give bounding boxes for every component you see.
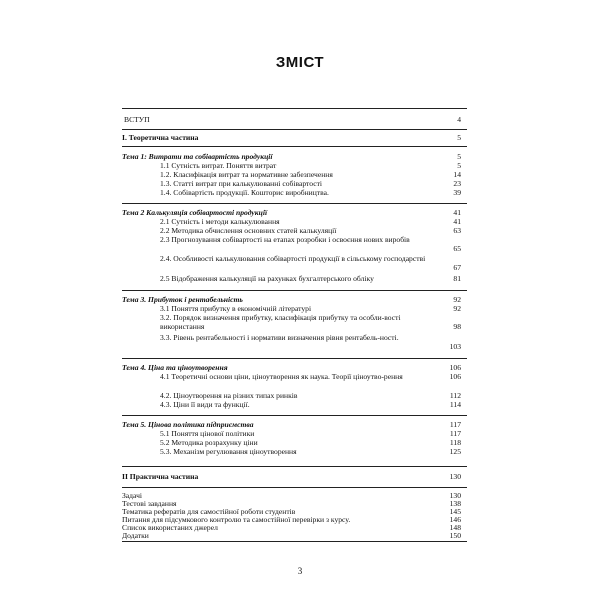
toc-page: 112 [449,391,461,400]
toc-label: 2.2 Методика обчислення основних статей калькуляції [160,226,337,235]
table-of-contents [122,108,467,542]
toc-label: ВСТУП [124,115,150,124]
toc-entry [122,373,467,391]
toc-page: 106 [449,363,461,372]
toc-label: Додатки [122,531,149,540]
toc-label: 2.4. Особливості калькулювання собівартості продукції в сільському господарстві [160,254,426,263]
toc-label: ІІ Практична частина [122,472,199,481]
toc-entry [122,334,467,352]
toc-page: 92 [453,304,461,313]
toc-page: 117 [449,429,461,438]
toc-page: 145 [449,507,461,516]
toc-label: 2.5 Відображення калькуляції на рахунках бухгалтерського обліку [160,274,374,283]
toc-page: 98 [453,322,461,331]
toc-page: 125 [449,447,461,456]
toc-label: 5.2 Методика розрахунку ціни [160,438,258,447]
toc-page: 138 [449,499,461,508]
toc-page: 41 [453,208,461,217]
toc-label: 4.1 Теоретичні основи ціни, ціноутворення як наука. Теорії ціноутво-рення [160,372,403,381]
toc-label: 2.1 Сутність і методи калькулювання [160,217,280,226]
toc-page: 65 [453,244,461,253]
divider [122,290,467,291]
toc-label: Тема 3. Прибуток і рентабельність [122,295,243,304]
page-title: ЗМІСТ [275,54,325,71]
toc-label: Тема 4. Ціна та ціноутворення [122,363,228,372]
toc-page: 23 [453,179,461,188]
toc-page: 148 [449,523,461,532]
toc-page: 150 [449,531,461,540]
toc-entry [122,255,467,273]
toc-label: 1.3. Статті витрат при калькулюванні собівартості [160,179,323,188]
toc-entry [122,236,467,254]
divider [122,415,467,416]
divider [122,358,467,359]
toc-entry [122,314,467,332]
toc-page: 5 [457,152,461,161]
toc-label: 3.3. Рівень рентабельності і нормативи визначення рівня рентабель-ності. [160,333,399,342]
divider [122,466,467,467]
toc-label: 4.2. Ціноутворення на різних типах ринків [160,391,298,400]
toc-page: 114 [449,400,461,409]
toc-label: 5.1 Поняття цінової політики [160,429,255,438]
toc-page: 118 [449,438,461,447]
toc-label: 5.3. Механізм регулювання ціноутворення [160,447,297,456]
toc-label: 1.2. Класифікація витрат та нормативне забезпечення [160,170,333,179]
toc-page: 117 [449,420,461,429]
divider [122,146,467,147]
toc-page: 130 [449,491,461,500]
divider [122,129,467,130]
toc-page: 14 [453,170,461,179]
toc-label: Тема 1: Витрати та собівартість продукції [122,152,273,161]
toc-page: 103 [449,342,461,351]
toc-page: 4 [457,115,461,124]
toc-label: Тема 5. Цінова політика підприємства [122,420,254,429]
toc-label: 1.1 Сутність витрат. Поняття витрат [160,161,277,170]
divider [122,487,467,488]
toc-page: 81 [453,274,461,283]
toc-label: Тематика рефератів для самостійної роботи студентів [122,507,296,516]
toc-page: 67 [453,263,461,272]
toc-page: 106 [449,372,461,381]
toc-label: І. Теоретична частина [122,133,199,142]
toc-page: 63 [453,226,461,235]
toc-label: 4.3. Ціни її види та функції. [160,400,250,409]
toc-label: Список використаних джерел [122,523,218,532]
toc-label: Питання для підсумкового контролю та самостійної перевірки з курсу. [122,515,351,524]
toc-page: 39 [453,188,461,197]
toc-label: Тестові завдання [122,499,177,508]
toc-label: Задачі [122,491,143,500]
toc-label: 3.1 Поняття прибутку в економічній літературі [160,304,312,313]
page-number: 3 [297,566,303,576]
toc-page: 92 [453,295,461,304]
toc-page: 130 [449,472,461,481]
toc-page: 5 [457,161,461,170]
toc-page: 5 [457,133,461,142]
toc-label: 2.3 Прогнозування собівартості на етапах розробки і освоєння нових виробів [160,235,410,244]
divider [122,203,467,204]
toc-label: Тема 2 Калькуляція собівартості продукції [122,208,268,217]
toc-page: 41 [453,217,461,226]
toc-page: 146 [449,515,461,524]
toc-label: 1.4. Собівартість продукції. Кошторис виробництва. [160,188,329,197]
toc-label: 3.2. Порядок визначення прибутку, класифікація прибутку та особли-вості використання [160,313,401,331]
